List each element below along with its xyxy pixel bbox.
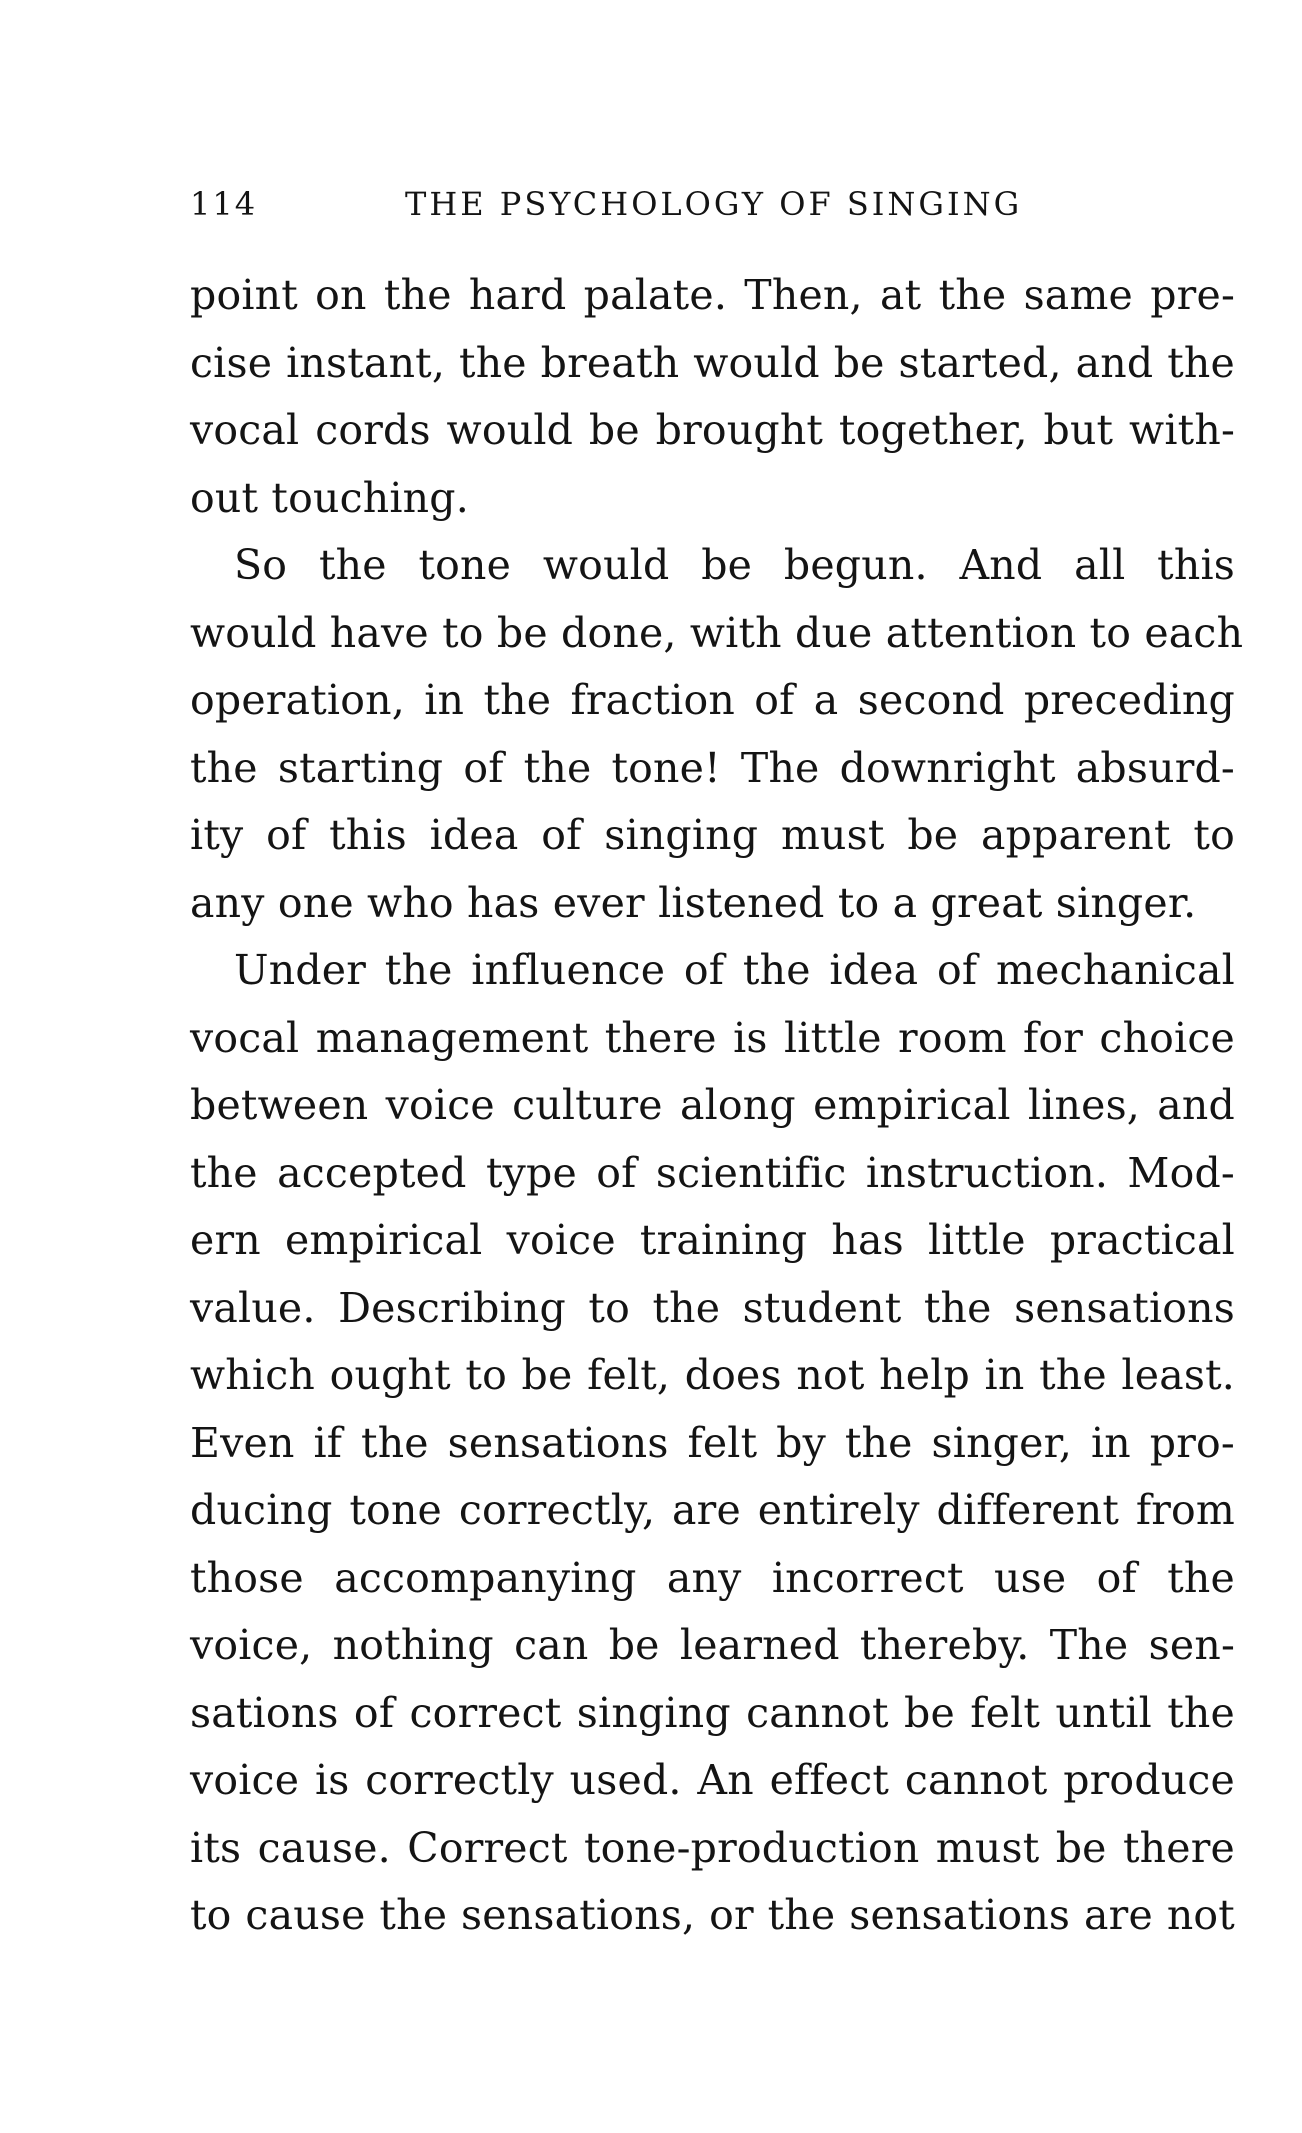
text-line: those accompanying any incorrect use of the	[190, 1553, 1235, 1602]
text-line: voice is correctly used. An effect cannot produce	[190, 1756, 1235, 1804]
text-line: So the tone would be begun. And all this	[234, 541, 1235, 589]
text-line: sations of correct singing cannot be felt until the	[190, 1688, 1235, 1737]
running-title: THE PSYCHOLOGY OF SINGING	[405, 185, 1023, 223]
text-line: Under the influence of the idea of mechanical	[234, 946, 1235, 994]
text-line: between voice culture along empirical lines, and	[190, 1081, 1235, 1129]
text-line: value. Describing to the student the sensations	[190, 1283, 1235, 1332]
text-line: operation, in the fraction of a second preceding	[190, 676, 1235, 724]
text-line: vocal cords would be brought together, but with-	[190, 406, 1235, 454]
body-text	[190, 262, 1244, 1950]
text-line: ducing tone correctly, are entirely different from	[190, 1486, 1235, 1534]
text-line: ern empirical voice training has little practical	[190, 1216, 1235, 1264]
running-head	[190, 178, 1050, 230]
text-line: vocal management there is little room for choice	[190, 1013, 1235, 1062]
text-line: would have to be done, with due attention to each	[190, 608, 1244, 657]
text-line: ity of this idea of singing must be apparent to	[190, 811, 1235, 859]
text-line: the accepted type of scientific instruction. Mod-	[190, 1148, 1235, 1197]
text-line: which ought to be felt, does not help in the least.	[190, 1351, 1235, 1399]
text-line: voice, nothing can be learned thereby. The sen-	[190, 1621, 1235, 1669]
text-line: point on the hard palate. Then, at the same pre-	[190, 271, 1235, 319]
text-line: cise instant, the breath would be started, and the	[190, 338, 1235, 387]
text-line: any one who has ever listened to a great singer.	[190, 878, 1197, 927]
text-line: to cause the sensations, or the sensations are not	[190, 1891, 1235, 1939]
text-line: Even if the sensations felt by the singer, in pro-	[190, 1418, 1235, 1467]
page-number: 114	[190, 185, 258, 223]
text-line: out touching.	[190, 473, 469, 522]
text-line: the starting of the tone! The downright absurd-	[190, 743, 1235, 792]
text-line: its cause. Correct tone-production must be there	[190, 1823, 1235, 1872]
